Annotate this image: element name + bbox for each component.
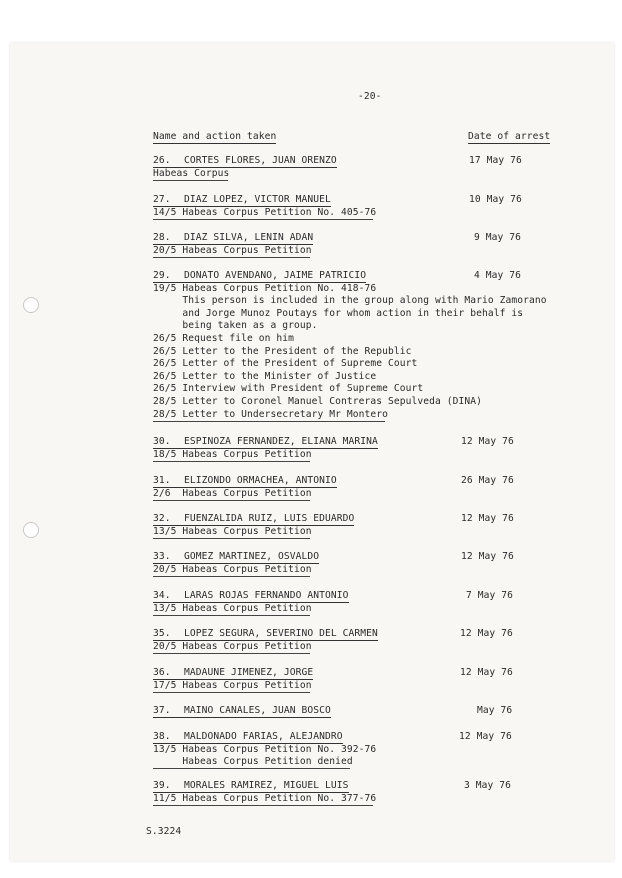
entry-date: 17 May 76 bbox=[469, 155, 522, 166]
entry-number: 34. bbox=[153, 590, 171, 601]
entry-name: LARAS ROJAS FERNANDO ANTONIO bbox=[184, 590, 349, 601]
entry-name: CORTES FLORES, JUAN ORENZO bbox=[184, 155, 337, 166]
entry-name: MALDONADO FARIAS, ALEJANDRO bbox=[184, 731, 343, 742]
entry-action-line: 13/5 Habeas Corpus Petition bbox=[153, 602, 312, 614]
entry-name: ESPINOZA FERNANDEZ, ELIANA MARINA bbox=[184, 436, 378, 447]
entry-action-underline bbox=[153, 219, 373, 220]
entry-name: DIAZ LOPEZ, VICTOR MANUEL bbox=[184, 194, 331, 205]
entry-number: 27. bbox=[153, 194, 171, 205]
entry-action-line: 26/5 Letter of the President of Supreme Court bbox=[153, 358, 418, 370]
entry-action-line: Habeas Corpus bbox=[153, 167, 230, 179]
entry-action-underline bbox=[153, 500, 310, 501]
entry-date: 3 May 76 bbox=[464, 780, 512, 791]
entry-action-line: 26/5 Interview with President of Supreme Court bbox=[153, 383, 424, 395]
entry-name: MAINO CANALES, JUAN BOSCO bbox=[184, 705, 331, 716]
entry-action-underline bbox=[153, 538, 310, 539]
entry-action-line: 14/5 Habeas Corpus Petition No. 405-76 bbox=[153, 206, 377, 218]
entry-number: 36. bbox=[153, 667, 171, 678]
header-date-column: Date of arrest bbox=[468, 131, 551, 142]
entry-action-line: 18/5 Habeas Corpus Petition bbox=[153, 448, 312, 460]
header-name-column: Name and action taken bbox=[153, 131, 277, 142]
entry-name: MORALES RAMIREZ, MIGUEL LUIS bbox=[184, 780, 349, 791]
entry-action-line: 20/5 Habeas Corpus Petition bbox=[153, 244, 312, 256]
entry-action-underline bbox=[153, 768, 350, 769]
entry-action-line: 13/5 Habeas Corpus Petition No. 392-76 bbox=[153, 743, 377, 755]
entry-number: 32. bbox=[153, 513, 171, 524]
entry-action-underline bbox=[153, 257, 310, 258]
entry-number: 39. bbox=[153, 780, 171, 791]
entry-date: 9 May 76 bbox=[474, 232, 522, 243]
entry-name: GOMEZ MARTINEZ, OSVALDO bbox=[184, 551, 320, 562]
entry-action-line: 26/5 Letter to the Minister of Justice bbox=[153, 370, 377, 382]
entry-action-line: 13/5 Habeas Corpus Petition bbox=[153, 525, 312, 537]
entry-date: 12 May 76 bbox=[460, 628, 513, 639]
entry-date: 4 May 76 bbox=[474, 270, 522, 281]
entry-action-underline bbox=[153, 805, 373, 806]
entry-action-line: being taken as a group. bbox=[153, 320, 318, 332]
entry-action-underline bbox=[153, 615, 310, 616]
entry-number: 29. bbox=[153, 270, 171, 281]
entry-date: 7 May 76 bbox=[466, 590, 514, 601]
entry-action-line: 11/5 Habeas Corpus Petition No. 377-76 bbox=[153, 792, 377, 804]
entry-name: MADAUNE JIMENEZ, JORGE bbox=[184, 667, 314, 678]
footer-code: S.3224 bbox=[146, 826, 182, 837]
entry-action-underline bbox=[153, 576, 310, 577]
entry-action-line: 26/5 Request file on him bbox=[153, 333, 295, 344]
page-number: -20- bbox=[358, 91, 382, 102]
entry-action-underline bbox=[153, 653, 310, 654]
entry-number: 30. bbox=[153, 436, 171, 447]
entry-action-line: 28/5 Letter to Coronel Manuel Contreras Sepulveda (DINA) bbox=[153, 396, 483, 407]
entry-date: 12 May 76 bbox=[461, 513, 514, 524]
entry-action-line: 28/5 Letter to Undersecretary Mr Montero bbox=[153, 408, 389, 420]
entry-action-line: 20/5 Habeas Corpus Petition bbox=[153, 640, 312, 652]
entry-action-underline bbox=[153, 461, 310, 462]
entry-action-line: 2/6 Habeas Corpus Petition bbox=[153, 487, 312, 499]
entry-action-line: and Jorge Munoz Poutays for whom action in their behalf is bbox=[153, 307, 524, 319]
entry-number: 31. bbox=[153, 475, 171, 486]
entry-name: FUENZALIDA RUIZ, LUIS EDUARDO bbox=[184, 513, 355, 524]
entry-date: May 76 bbox=[477, 705, 513, 716]
entry-action-line: This person is included in the group along with Mario Zamorano bbox=[153, 295, 547, 307]
entry-number: 35. bbox=[153, 628, 171, 639]
entry-name: DONATO AVENDANO, JAIME PATRICIO bbox=[184, 270, 367, 281]
entry-number: 26. bbox=[153, 155, 171, 166]
entry-number: 37. bbox=[153, 705, 171, 716]
entry-number: 38. bbox=[153, 731, 171, 742]
entry-date: 26 May 76 bbox=[461, 475, 514, 486]
entry-name: ELIZONDO ORMACHEA, ANTONIO bbox=[184, 475, 337, 486]
entry-action-line: 26/5 Letter to the President of the Republic bbox=[153, 345, 412, 357]
entry-date: 12 May 76 bbox=[461, 436, 514, 447]
entry-date: 12 May 76 bbox=[461, 551, 514, 562]
entry-action-line: Habeas Corpus Petition denied bbox=[153, 756, 353, 768]
entry-action-line: 17/5 Habeas Corpus Petition bbox=[153, 679, 312, 691]
entry-action-line: 20/5 Habeas Corpus Petition bbox=[153, 563, 312, 575]
entry-action-underline bbox=[153, 692, 310, 693]
entry-name: LOPEZ SEGURA, SEVERINO DEL CARMEN bbox=[184, 628, 378, 639]
entry-action-line: 19/5 Habeas Corpus Petition No. 418-76 bbox=[153, 282, 377, 294]
entry-date: 10 May 76 bbox=[469, 194, 522, 205]
entry-underline bbox=[153, 717, 331, 718]
entry-number: 28. bbox=[153, 232, 171, 243]
entry-date: 12 May 76 bbox=[460, 667, 513, 678]
entry-action-underline bbox=[153, 180, 228, 181]
entry-name: DIAZ SILVA, LENIN ADAN bbox=[184, 232, 314, 243]
entry-action-underline bbox=[153, 421, 385, 422]
entry-number: 33. bbox=[153, 551, 171, 562]
entry-date: 12 May 76 bbox=[459, 731, 512, 742]
